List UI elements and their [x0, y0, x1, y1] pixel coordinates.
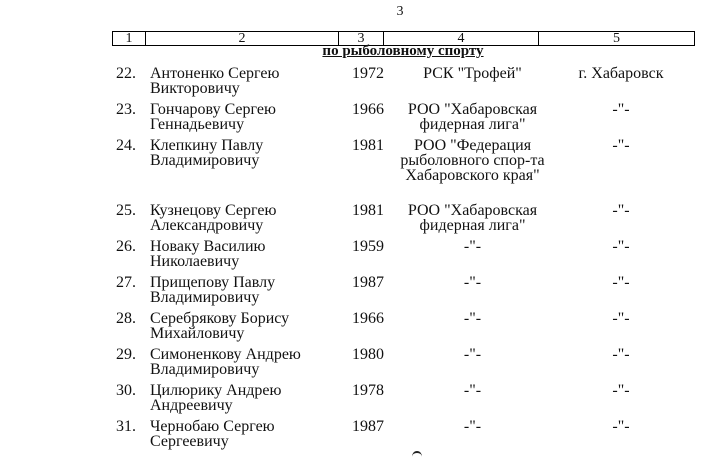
organization: РОО "Хабаровская фидерная лига" — [407, 202, 538, 234]
city: -"- — [612, 418, 630, 435]
person-name: Новаку Василию Николаевичу — [150, 238, 266, 270]
person-name: Прищепову Павлу Владимировичу — [150, 274, 276, 306]
city: г. Хабаровск — [578, 65, 664, 82]
birth-year: 1987 — [352, 418, 384, 435]
birth-year: 1966 — [352, 101, 384, 118]
organization: РОО "Хабаровская фидерная лига" — [407, 101, 538, 133]
city: -"- — [612, 101, 630, 118]
person-name: Цилюрику Андрею Андреевичу — [150, 382, 282, 414]
row-number: 23. — [116, 101, 136, 118]
birth-year: 1981 — [352, 137, 384, 154]
organization: -"- — [463, 346, 482, 363]
row-number: 24. — [116, 137, 136, 154]
person-name: Серебрякову Борису Михайловичу — [150, 310, 290, 342]
person-name: Антоненко Сергею Викторовичу — [150, 65, 280, 97]
birth-year: 1978 — [352, 382, 384, 399]
city: -"- — [612, 274, 630, 291]
row-number: 29. — [116, 346, 136, 363]
birth-year: 1987 — [352, 274, 384, 291]
row-number: 22. — [116, 65, 136, 82]
column-header-2: 2 — [146, 32, 339, 46]
row-number: 30. — [116, 382, 136, 399]
organization: РОО "Федерация рыболовного спор-та Хабаровского края" — [400, 137, 545, 184]
column-header-5: 5 — [539, 32, 695, 46]
city: -"- — [612, 346, 630, 363]
cut-off-text-fragment — [412, 451, 422, 462]
row-number: 31. — [116, 418, 136, 435]
city: -"- — [612, 238, 630, 255]
city: -"- — [612, 137, 630, 154]
birth-year: 1980 — [352, 346, 384, 363]
city: -"- — [612, 310, 630, 327]
person-name: Клепкину Павлу Владимировичу — [150, 137, 264, 169]
organization: -"- — [463, 310, 482, 327]
person-name: Кузнецову Сергею Александровичу — [150, 202, 277, 234]
section-title: по рыболовному спорту — [322, 43, 484, 59]
page-number: 3 — [396, 4, 404, 19]
person-name: Чернобаю Сергею Сергеевичу — [150, 418, 275, 450]
person-name: Гончарову Сергею Геннадьевичу — [150, 101, 276, 133]
row-number: 28. — [116, 310, 136, 327]
row-number: 27. — [116, 274, 136, 291]
organization: -"- — [463, 238, 482, 255]
organization: -"- — [463, 418, 482, 435]
person-name: Симоненкову Андрею Владимировичу — [150, 346, 301, 378]
column-header-1: 1 — [113, 32, 146, 46]
column-header-4: 4 — [384, 32, 539, 46]
birth-year: 1981 — [352, 202, 384, 219]
row-number: 25. — [116, 202, 136, 219]
birth-year: 1959 — [352, 238, 384, 255]
city: -"- — [612, 382, 630, 399]
city: -"- — [612, 202, 630, 219]
birth-year: 1972 — [352, 65, 384, 82]
organization: -"- — [463, 274, 482, 291]
organization: -"- — [463, 382, 482, 399]
birth-year: 1966 — [352, 310, 384, 327]
column-header-3: 3 — [339, 32, 384, 46]
organization: РСК "Трофей" — [423, 65, 522, 82]
row-number: 26. — [116, 238, 136, 255]
